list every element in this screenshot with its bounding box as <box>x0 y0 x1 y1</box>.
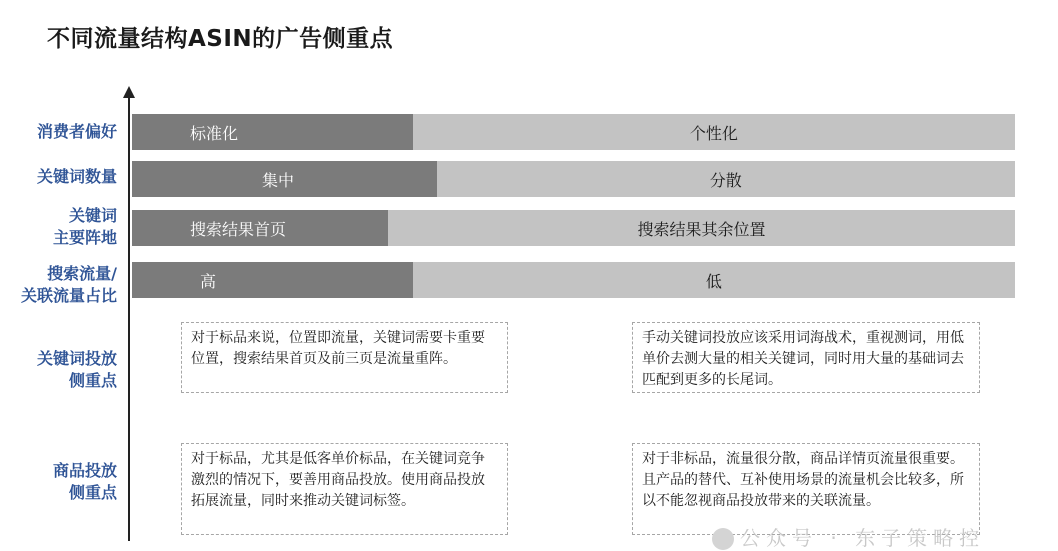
watermark-logo-icon <box>712 528 734 550</box>
watermark: 公众号 · 东子策略控 <box>740 526 986 550</box>
page-title: 不同流量结构ASIN的广告侧重点 <box>47 26 394 52</box>
row-label-keyword-position <box>53 205 117 249</box>
bar-right-label: 个性化 <box>689 123 738 143</box>
section-label-product-ads <box>53 460 117 504</box>
bar-consumer-preference <box>132 114 1015 150</box>
bar-right-segment <box>388 210 1015 246</box>
bar-left-label: 搜索结果首页 <box>190 219 287 239</box>
section-label-line: 关键词投放 <box>36 349 117 368</box>
bar-right-segment <box>413 114 1015 150</box>
section-label-line: 侧重点 <box>68 483 117 502</box>
bar-right-label: 低 <box>705 271 722 291</box>
row-label-traffic-ratio <box>21 263 117 307</box>
bar-right-label: 搜索结果其余位置 <box>637 219 766 239</box>
note-keyword-ads-standard: 对于标品来说，位置即流量，关键词需要卡重要位置，搜索结果首页及前三页是流量重阵。 <box>181 322 508 393</box>
row-label-line: 关键词 <box>68 206 117 225</box>
bar-left-label: 集中 <box>262 170 295 190</box>
row-label-line: 主要阵地 <box>52 228 117 247</box>
section-label-line: 侧重点 <box>68 371 117 390</box>
row-label-keyword-count <box>37 166 117 188</box>
bar-left-segment <box>132 161 437 197</box>
bar-left-label: 高 <box>200 271 217 291</box>
bar-keyword-count <box>132 161 1015 197</box>
bar-right-segment <box>413 262 1015 298</box>
vertical-axis <box>128 96 130 541</box>
row-label-consumer-preference <box>37 121 117 143</box>
row-label-line: 搜索流量/ <box>47 264 117 283</box>
note-keyword-ads-nonstandard: 手动关键词投放应该采用词海战术，重视测词，用低单价去测大量的相关关键词，同时用大量的基础词去匹配到更多的长尾词。 <box>632 322 980 393</box>
bar-traffic-ratio <box>132 262 1015 298</box>
bar-left-segment <box>132 262 413 298</box>
row-label-line: 关联流量占比 <box>20 286 117 305</box>
bar-left-label: 标准化 <box>190 123 239 143</box>
row-label-line: 关键词数量 <box>36 167 117 186</box>
section-label-keyword-ads <box>37 348 117 392</box>
bar-left-segment <box>132 210 388 246</box>
bar-right-label: 分散 <box>709 170 742 190</box>
bar-right-segment <box>437 161 1015 197</box>
section-label-line: 商品投放 <box>52 461 117 480</box>
bar-left-segment <box>132 114 413 150</box>
row-label-line: 消费者偏好 <box>36 122 117 141</box>
bar-keyword-position <box>132 210 1015 246</box>
note-product-ads-nonstandard: 对于非标品，流量很分散，商品详情页流量很重要。且产品的替代、互补使用场景的流量机会比较多，所以不能忽视商品投放带来的关联流量。 <box>632 443 980 535</box>
note-product-ads-standard: 对于标品，尤其是低客单价标品，在关键词竞争激烈的情况下，要善用商品投放。使用商品投放拓展流量，同时来推动关键词标签。 <box>181 443 508 535</box>
